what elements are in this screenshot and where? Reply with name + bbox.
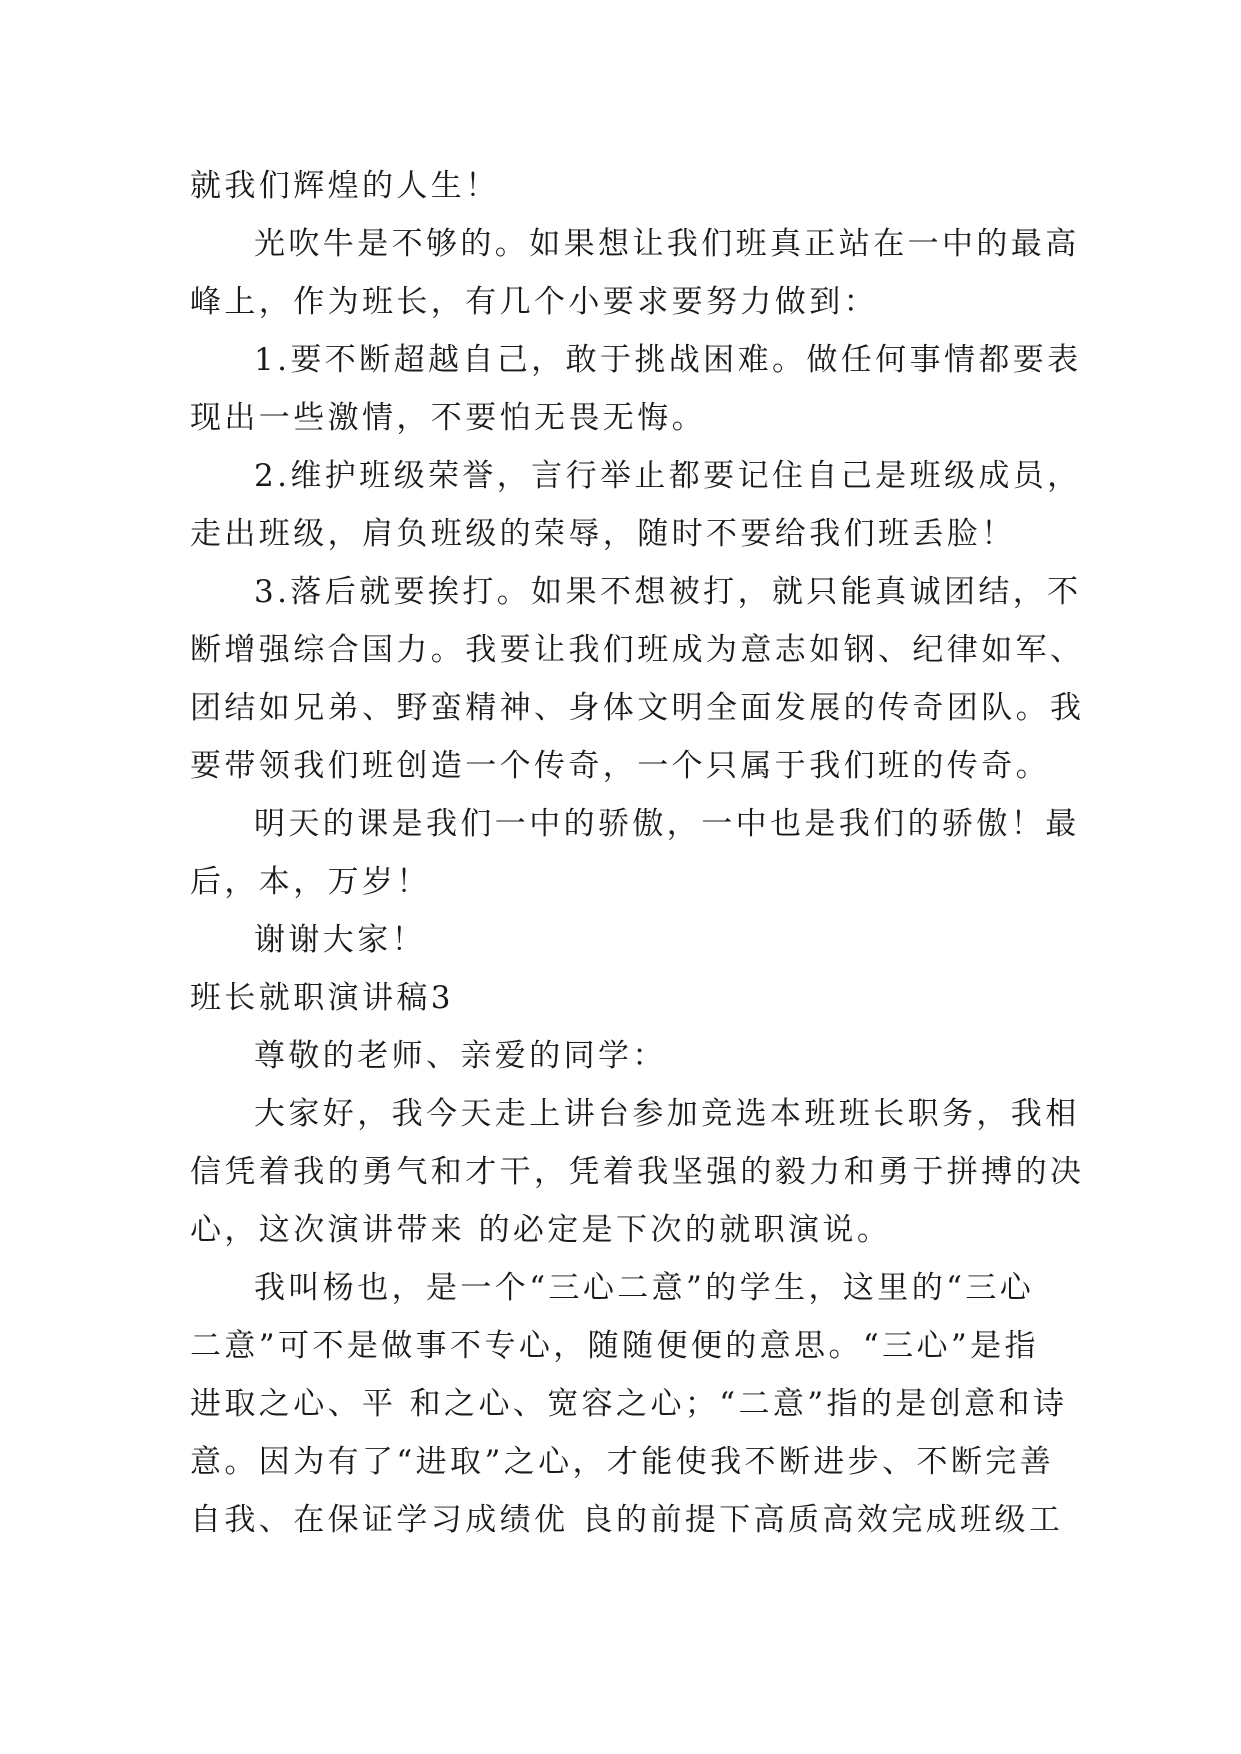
- text-line: 二意”可不是做事不专心，随随便便的意思。“三心”是指: [190, 1328, 1039, 1364]
- text-line: 团结如兄弟、野蛮精神、身体文明全面发展的传奇团队。我: [190, 690, 1085, 726]
- text-line: 信凭着我的勇气和才干，凭着我坚强的毅力和勇于拼搏的决: [190, 1154, 1085, 1190]
- text-line: 要带领我们班创造一个传奇，一个只属于我们班的传奇。: [190, 748, 1050, 784]
- text-line: 后，本，万岁！: [190, 864, 431, 900]
- text-line: 峰上，作为班长，有几个小要求要努力做到：: [190, 284, 878, 320]
- text-line: 走出班级，肩负班级的荣辱，随时不要给我们班丢脸！: [190, 516, 1016, 552]
- text-line: 断增强综合国力。我要让我们班成为意志如钢、纪律如军、: [190, 632, 1085, 668]
- text-line: 2.维护班级荣誉，言行举止都要记住自己是班级成员，: [254, 458, 1082, 494]
- text-line: 我叫杨也，是一个“三心二意”的学生，这里的“三心: [254, 1270, 1035, 1306]
- text-line: 明天的课是我们一中的骄傲，一中也是我们的骄傲！最: [254, 806, 1080, 842]
- section-heading: 班长就职演讲稿3: [190, 980, 454, 1016]
- text-line: 现出一些激情，不要怕无畏无悔。: [190, 400, 706, 436]
- text-line: 谢谢大家！: [254, 922, 426, 958]
- text-line: 光吹牛是不够的。如果想让我们班真正站在一中的最高: [254, 226, 1080, 262]
- text-line: 1.要不断超越自己，敢于挑战困难。做任何事情都要表: [254, 342, 1082, 378]
- text-line: 尊敬的老师、亲爱的同学：: [254, 1038, 667, 1074]
- text-line: 意。因为有了“进取”之心，才能使我不断进步、不断完善: [190, 1444, 1055, 1480]
- text-line: 心，这次演讲带来 的必定是下次的就职演说。: [190, 1212, 892, 1248]
- text-line: 大家好，我今天走上讲台参加竞选本班班长职务，我相: [254, 1096, 1080, 1132]
- text-line: 进取之心、平 和之心、宽容之心；“二意”指的是创意和诗: [190, 1386, 1068, 1422]
- text-line: 就我们辉煌的人生！: [190, 168, 500, 204]
- text-line: 3.落后就要挨打。如果不想被打，就只能真诚团结，不: [254, 574, 1082, 610]
- text-line: 自我、在保证学习成绩优 良的前提下高质高效完成班级工: [190, 1502, 1064, 1538]
